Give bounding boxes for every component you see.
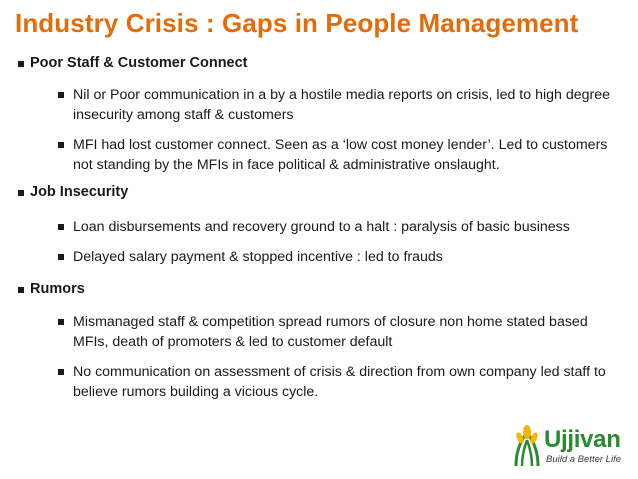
section-heading-text: Rumors <box>30 281 85 297</box>
section-heading <box>30 281 85 297</box>
ujjivan-logo <box>510 420 628 472</box>
ujjivan-wheat-icon <box>510 422 544 472</box>
list-item-text: Delayed salary payment & stopped incentive : led to frauds <box>73 249 443 265</box>
bullet-square-icon <box>58 224 64 230</box>
slide-title: Industry Crisis : Gaps in People Management <box>15 8 579 38</box>
list-item <box>73 247 613 267</box>
list-item-text: Mismanaged staff & competition spread rumors of closure non home stated based MFIs, death of promoters & led to customer default <box>73 314 588 350</box>
bullet-square-icon <box>58 254 64 260</box>
list-item-text: MFI had lost customer connect. Seen as a ‘low cost money lender’. Led to customers not standing by the MFIs in face political & administrative onslaught. <box>73 137 608 173</box>
list-item-text: Loan disbursements and recovery ground to a halt : paralysis of basic business <box>73 219 570 235</box>
list-item <box>73 362 613 402</box>
bullet-square-icon <box>58 319 64 325</box>
list-item-text: No communication on assessment of crisis & direction from own company led staff to believe rumors building a vicious cycle. <box>73 364 606 400</box>
list-item <box>73 217 613 237</box>
section-heading <box>30 55 248 71</box>
list-item-text: Nil or Poor communication in a by a hostile media reports on crisis, led to high degree insecurity among staff & customers <box>73 87 611 123</box>
logo-name: Ujjivan <box>544 426 621 453</box>
bullet-square-icon <box>58 142 64 148</box>
list-item <box>73 85 613 125</box>
section-heading <box>30 184 128 200</box>
bullet-square-icon <box>18 287 24 293</box>
section-heading-text: Job Insecurity <box>30 184 129 200</box>
section-heading-text: Poor Staff & Customer Connect <box>30 55 248 71</box>
logo-tagline: Build a Better Life <box>546 454 621 465</box>
list-item <box>73 312 613 352</box>
bullet-square-icon <box>58 92 64 98</box>
list-item <box>73 135 613 175</box>
bullet-square-icon <box>58 369 64 375</box>
bullet-square-icon <box>18 190 24 196</box>
bullet-square-icon <box>18 61 24 67</box>
